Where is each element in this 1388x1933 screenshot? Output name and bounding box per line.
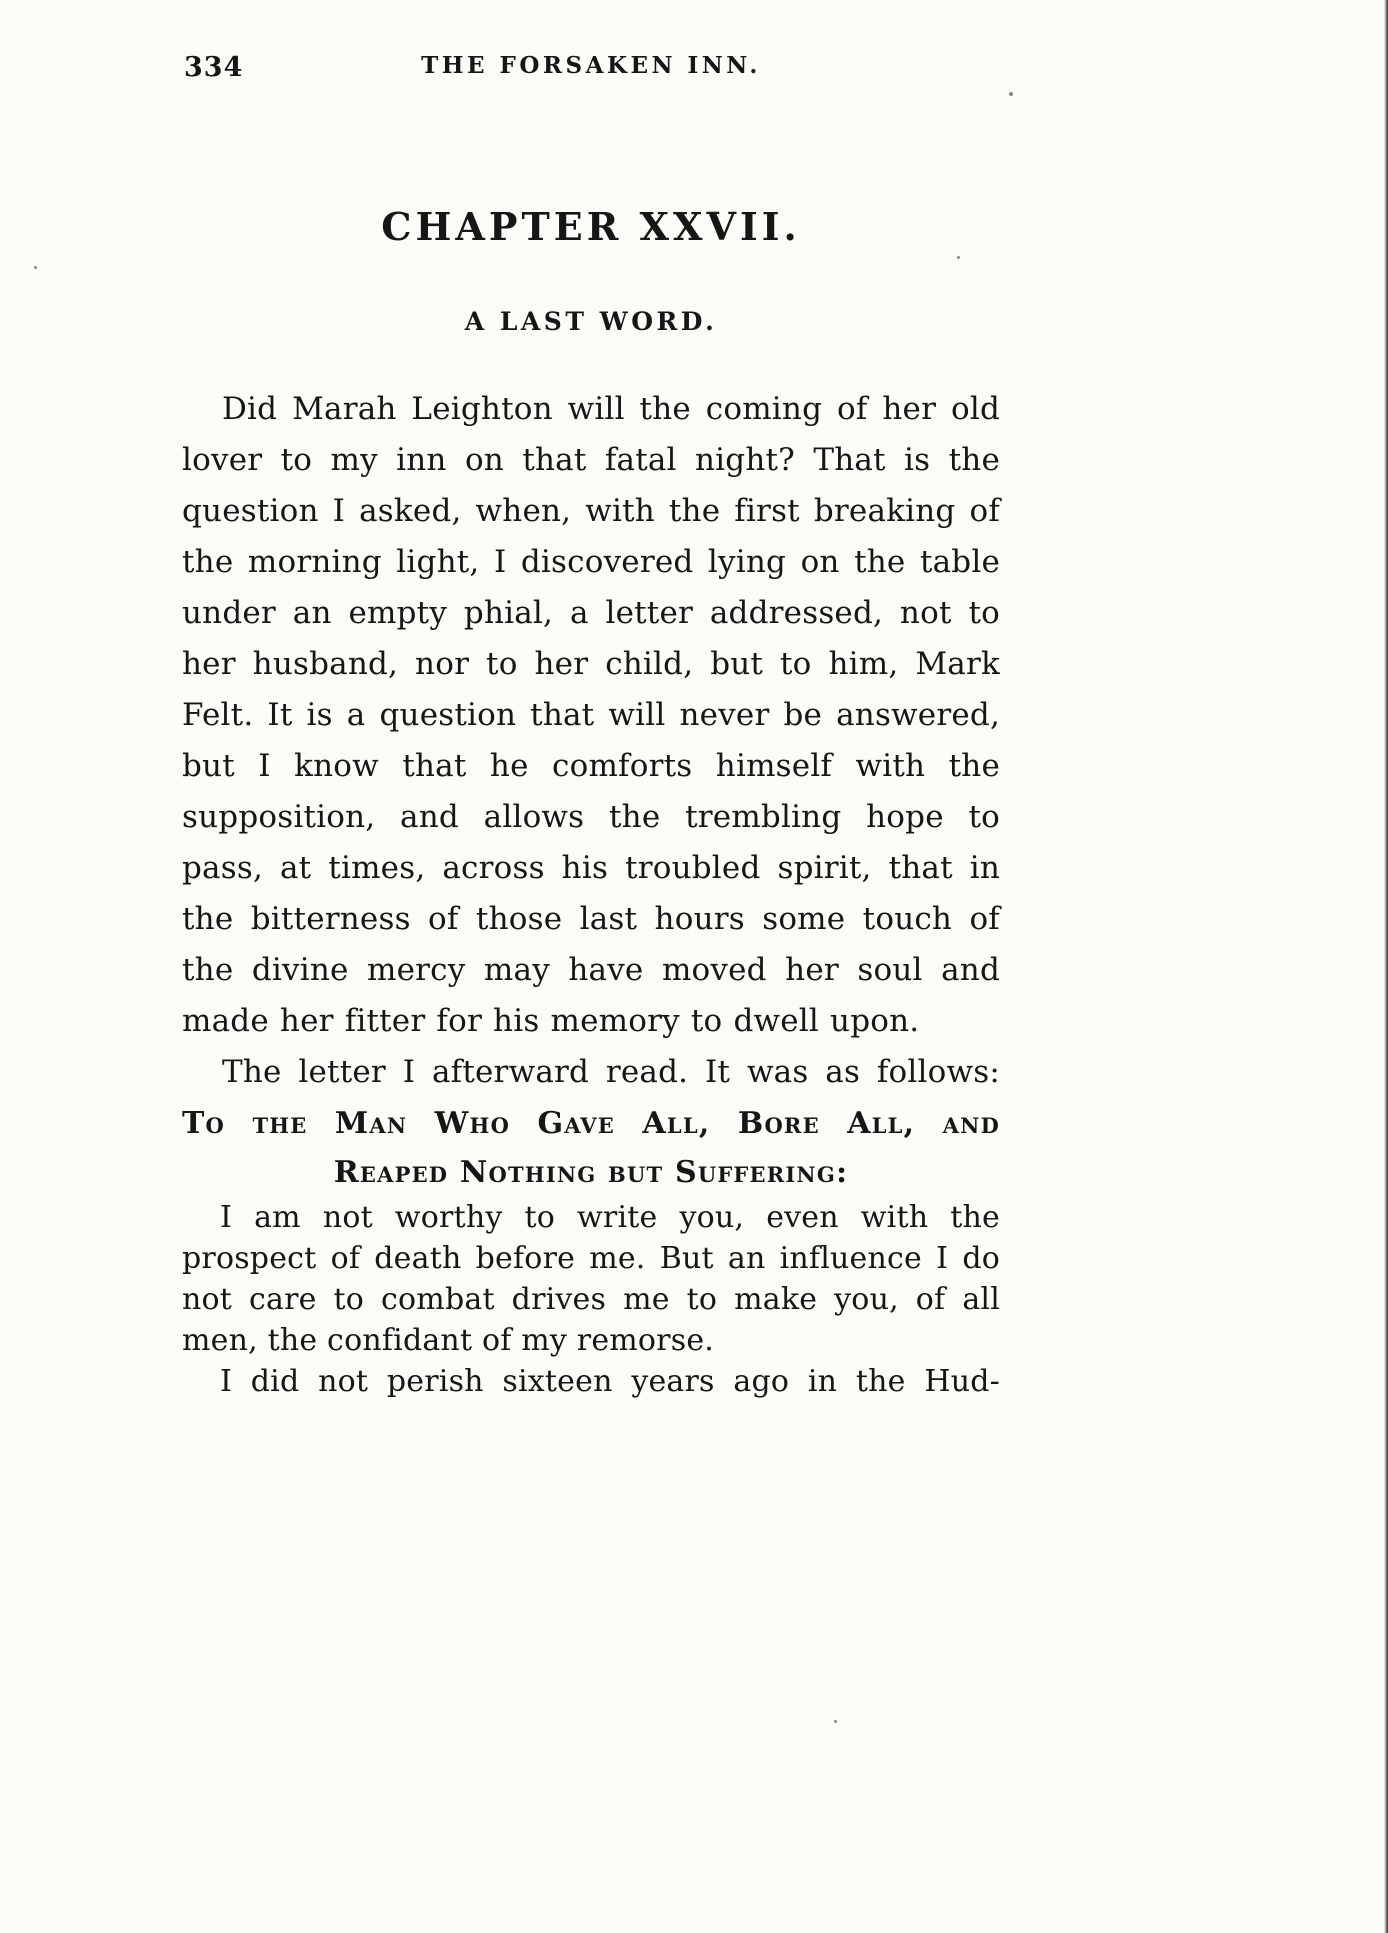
letter-salutation-line-1: To the Man Who Gave All, Bore All, and <box>182 1106 1000 1141</box>
paragraph-1: Did Marah Leighton will the coming of her old lover to my inn on that fatal night? That is the question I asked, when, with the first breaking of the morning light, I discovered lying on the table under an empty phial, a letter addressed, not to her husband, nor to her child, but to him, Mark Felt. It is a question that will never be answered, but I know that he comforts himself with the supposition, and allows the trembling hope to pass, at times, across his troubled spirit, that in the bitterness of those last hours some touch of the divine mercy may have moved her soul and made her fitter for his memory to dwell upon. <box>182 391 1000 1039</box>
letter-paragraph-1: I am not worthy to write you, even with the prospect of death before me. But an influence I do not care to combat drives me to make you, of all men, the confidant of my remorse. <box>182 1200 1000 1358</box>
body-text <box>182 384 1000 1402</box>
letter-salutation-line-2: Reaped Nothing but Suffering: <box>333 1155 849 1190</box>
running-head <box>182 52 1000 86</box>
scan-speckle <box>34 266 37 269</box>
paragraph-2: The letter I afterward read. It was as follows: <box>222 1054 1000 1090</box>
scan-speckle <box>1009 92 1013 96</box>
letter-paragraph-2: I did not perish sixteen years ago in the Hud- <box>220 1364 1000 1399</box>
page-number: 334 <box>184 52 244 83</box>
book-page <box>182 0 1000 1402</box>
scan-edge-artifact <box>1384 0 1388 1933</box>
running-title: THE FORSAKEN INN. <box>421 52 761 79</box>
scan-speckle <box>834 1720 837 1723</box>
chapter-subtitle: A LAST WORD. <box>464 307 718 336</box>
scan-speckle <box>957 256 960 259</box>
chapter-title: CHAPTER XXVII. <box>381 204 801 249</box>
